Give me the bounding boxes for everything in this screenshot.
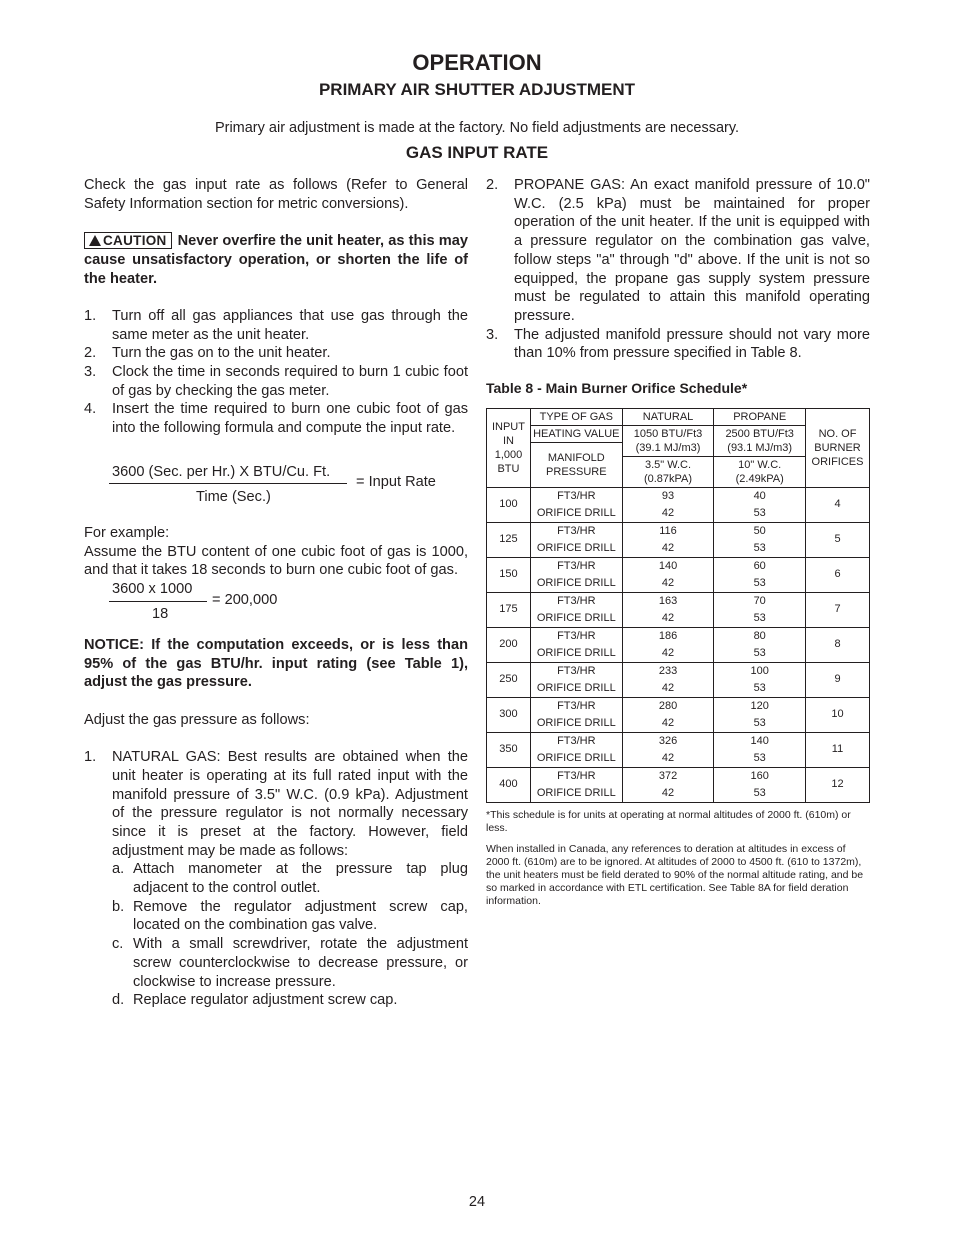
propane-header: PROPANE [714, 408, 806, 425]
input-cell: 350 [487, 732, 531, 767]
natural-manifold-pressure: 3.5" W.C. (0.87kPA) [622, 456, 714, 487]
orifices-cell: 8 [806, 627, 870, 662]
orifices-cell: 12 [806, 767, 870, 802]
gas-input-heading: GAS INPUT RATE [405, 143, 549, 162]
orifices-cell: 9 [806, 662, 870, 697]
table-row [487, 767, 870, 802]
table-footnotes [486, 809, 870, 908]
propane-cell: 60 53 [714, 557, 806, 592]
orifices-header: NO. OF BURNER ORIFICES [806, 408, 870, 487]
example-label: For example: [84, 524, 170, 541]
table-row [487, 592, 870, 627]
list-item: 3. Clock the time in seconds required to burn 1 cubic foot of gas by checking the gas meter. [84, 364, 468, 399]
table-row [487, 697, 870, 732]
list-item: 4. Insert the time required to burn one cubic foot of gas into the following formula and compute the input rate. [84, 401, 468, 437]
footnote-canada: When installed in Canada, any references to deration at altitudes in excess of 2000 ft. (610m) are to be ignored. At altitudes of 2000 to 4500 ft. (610 to 1372m), the unit heaters must be field derated to 90% of the normal altitude rating, and be so marked in accordance with ETL certification. See Table 8A for field deration information. [486, 842, 864, 907]
input-header: INPUT IN 1,000 BTU [487, 408, 531, 487]
formula-numerator: 3600 (Sec. per Hr.) X BTU/Cu. Ft. [112, 463, 331, 480]
orifices-cell: 10 [806, 697, 870, 732]
propane-heating-value: 2500 BTU/Ft3 (93.1 MJ/m3) [714, 425, 806, 456]
list-item: d. Replace regulator adjustment screw cap. [112, 992, 398, 1009]
example-formula [84, 580, 468, 636]
page-title: OPERATION [412, 50, 542, 75]
propane-gas-item: 2. PROPANE GAS: An exact manifold pressure of 10.0" W.C. (2.5 kPa) must be maintained for proper operation of the unit heater. If the unit is equipped with a pressure regulator on the combination gas valve, follow steps "a" through "d" above. If the unit is not so equipped, the propane gas supply system pressure must be regulated to attain this manifold operating pressure. [486, 177, 870, 324]
propane-manifold-pressure: 10" W.C. (2.49kPA) [714, 456, 806, 487]
natural-cell: 93 42 [622, 487, 714, 522]
orifices-cell: 7 [806, 592, 870, 627]
propane-cell: 140 53 [714, 732, 806, 767]
formula-denominator: Time (Sec.) [196, 488, 271, 505]
input-cell: 250 [487, 662, 531, 697]
row-label-cell: FT3/HR ORIFICE DRILL [530, 557, 622, 592]
example-denominator: 18 [152, 605, 169, 622]
propane-cell: 50 53 [714, 522, 806, 557]
orifices-cell: 11 [806, 732, 870, 767]
variance-item: 3. The adjusted manifold pressure should not vary more than 10% from pressure specified in Table 8. [486, 326, 870, 362]
example-text: Assume the BTU content of one cubic foot of gas is 1000, and that it takes 18 seconds to burn one cubic foot of gas. [84, 543, 468, 579]
gas-input-intro: Check the gas input rate as follows (Refer to General Safety Information section for metric conversions). [84, 177, 468, 212]
table-row [487, 662, 870, 697]
natural-header: NATURAL [622, 408, 714, 425]
natural-cell: 116 42 [622, 522, 714, 557]
propane-cell: 120 53 [714, 697, 806, 732]
row-label-cell: FT3/HR ORIFICE DRILL [530, 592, 622, 627]
list-item: a. Attach manometer at the pressure tap plug adjacent to the control outlet. [112, 861, 468, 897]
formula-result: = Input Rate [356, 473, 436, 490]
input-cell: 150 [487, 557, 531, 592]
list-item: b. Remove the regulator adjustment screw cap, located on the combination gas valve. [112, 898, 468, 934]
natural-gas-item: 1. NATURAL GAS: Best results are obtained when the unit heater is operating at its full rated input with the manifold pressure of 3.5" W.C. (0.9 kPa). Adjustment of the pressure regulator is not normally necessary since it is preset at the factory. However, field adjustment may be made as follows: [84, 749, 468, 859]
notice-text: NOTICE: If the computation exceeds, or is less than 95% of the gas BTU/hr. input rating (see Table 1), adjust the gas pressure. [84, 636, 468, 691]
propane-cell: 40 53 [714, 487, 806, 522]
fraction-line [109, 483, 347, 484]
input-cell: 100 [487, 487, 531, 522]
natural-cell: 280 42 [622, 697, 714, 732]
steps-list [84, 307, 468, 438]
natural-cell: 186 42 [622, 627, 714, 662]
row-label-cell: FT3/HR ORIFICE DRILL [530, 767, 622, 802]
orifices-cell: 6 [806, 557, 870, 592]
left-column [84, 176, 468, 1010]
manifold-pressure-header: MANIFOLD PRESSURE [530, 442, 622, 487]
input-cell: 175 [487, 592, 531, 627]
natural-cell: 233 42 [622, 662, 714, 697]
natural-cell: 140 42 [622, 557, 714, 592]
input-cell: 300 [487, 697, 531, 732]
heating-value-header: HEATING VALUE [530, 425, 622, 442]
natural-heating-value: 1050 BTU/Ft3 (39.1 MJ/m3) [622, 425, 714, 456]
natural-cell: 163 42 [622, 592, 714, 627]
table-row [487, 487, 870, 522]
caution-text: Never overfire the unit heater, as this may cause unsatisfactory operation, or shorten the life of the heater. [84, 233, 468, 287]
right-column [486, 176, 870, 916]
propane-cell: 70 53 [714, 592, 806, 627]
table-row [487, 627, 870, 662]
row-label-cell: FT3/HR ORIFICE DRILL [530, 732, 622, 767]
caution-badge: CAUTION [84, 232, 172, 249]
list-item: c. With a small screwdriver, rotate the adjustment screw counterclockwise to decrease pressure, or clockwise to increase pressure. [112, 936, 468, 990]
row-label-cell: FT3/HR ORIFICE DRILL [530, 487, 622, 522]
input-rate-formula [84, 438, 468, 514]
footnote-altitude: *This schedule is for units at operating at normal altitudes of 2000 ft. (610m) or less. [486, 808, 851, 834]
orifices-cell: 4 [806, 487, 870, 522]
propane-cell: 80 53 [714, 627, 806, 662]
page-number: 24 [468, 1194, 486, 1210]
natural-cell: 372 42 [622, 767, 714, 802]
row-label-cell: FT3/HR ORIFICE DRILL [530, 697, 622, 732]
type-of-gas-header: TYPE OF GAS [530, 408, 622, 425]
table-title: Table 8 - Main Burner Orifice Schedule* [486, 380, 748, 397]
table-row [487, 732, 870, 767]
example-result: = 200,000 [212, 591, 278, 608]
table-row [487, 557, 870, 592]
table-header-row [487, 408, 870, 425]
primary-air-heading: PRIMARY AIR SHUTTER ADJUSTMENT [318, 80, 636, 99]
fraction-line [109, 601, 207, 602]
primary-air-text: Primary air adjustment is made at the factory. No field adjustments are necessary. [214, 120, 740, 136]
row-label-cell: FT3/HR ORIFICE DRILL [530, 627, 622, 662]
input-cell: 200 [487, 627, 531, 662]
orifice-schedule-table [486, 408, 870, 803]
orifices-cell: 5 [806, 522, 870, 557]
warning-triangle-icon [89, 235, 101, 246]
natural-cell: 326 42 [622, 732, 714, 767]
list-item: 1. Turn off all gas appliances that use gas through the same meter as the unit heater. [84, 307, 468, 343]
table-row [487, 522, 870, 557]
adjust-intro: Adjust the gas pressure as follows: [84, 711, 310, 728]
input-cell: 400 [487, 767, 531, 802]
row-label-cell: FT3/HR ORIFICE DRILL [530, 662, 622, 697]
propane-cell: 160 53 [714, 767, 806, 802]
example-numerator: 3600 x 1000 [112, 580, 193, 597]
propane-cell: 100 53 [714, 662, 806, 697]
caution-paragraph [84, 232, 468, 288]
list-item: 2. Turn the gas on to the unit heater. [84, 345, 331, 362]
row-label-cell: FT3/HR ORIFICE DRILL [530, 522, 622, 557]
input-cell: 125 [487, 522, 531, 557]
